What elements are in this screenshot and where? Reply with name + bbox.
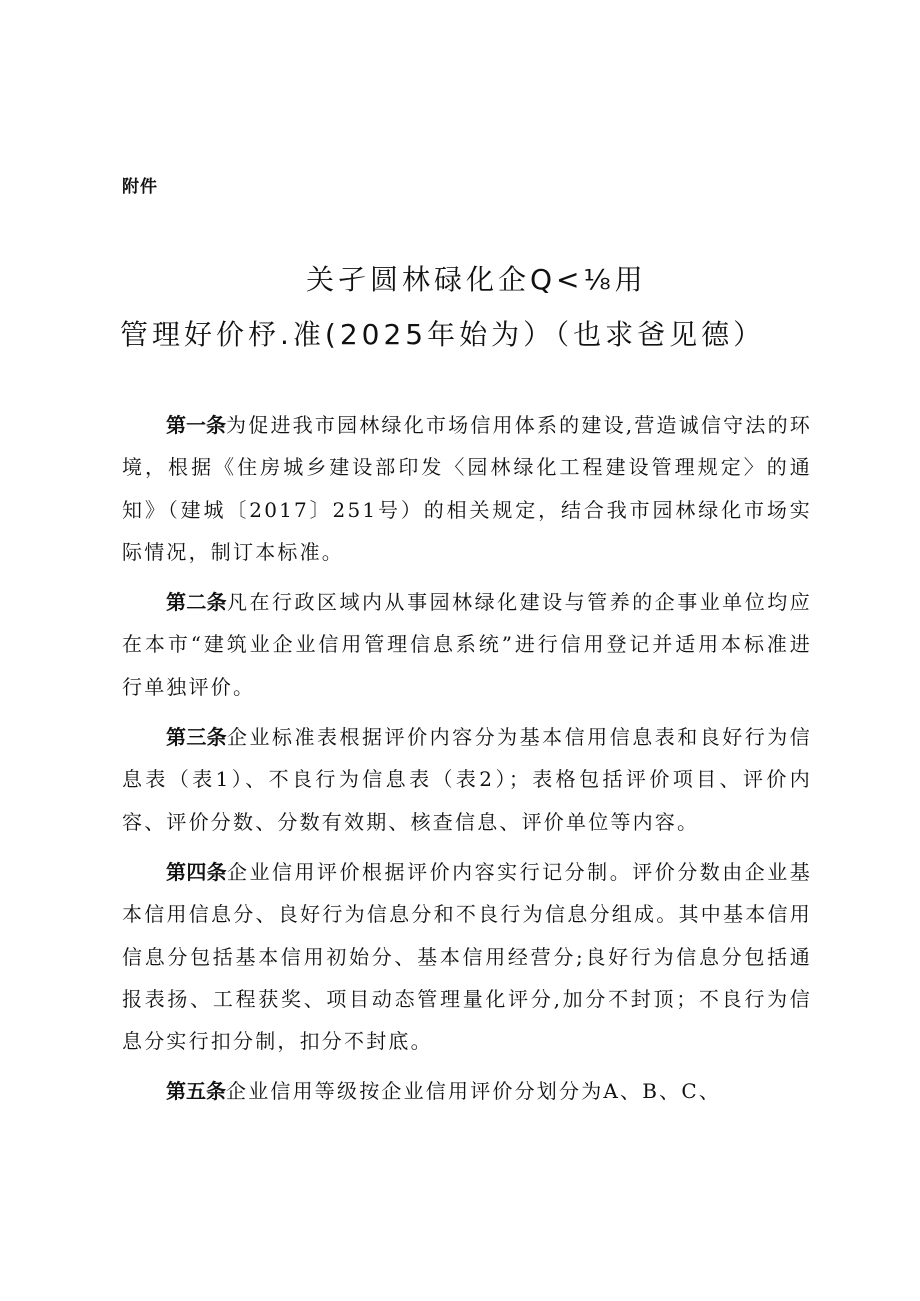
- document-title-line-1: 关孑圆林碌化企Q<⅛用: [306, 263, 647, 296]
- article-5-text: 企业信用等级按企业信用评价分划分为A、B、C、: [226, 1079, 722, 1104]
- article-1-text: 为促进我市园林绿化市场信用体系的建设,营造诚信守法的环境，根据《住房城乡建设部印发〈园林绿化工程建设管理规定〉的通知》（建城〔2017〕251号）的相关规定，结合我市园林绿化市场实际情况，制订本标准。: [122, 413, 812, 564]
- article-3-text: 企业标准表根据评价内容分为基本信用信息表和良好行为信息表（表1）、不良行为信息表（表2）；表格包括评价项目、评价内容、评价分数、分数有效期、核查信息、评价单位等内容。: [122, 725, 813, 834]
- article-3-label: 第三条: [166, 725, 227, 750]
- article-4-text: 企业信用评价根据评价内容实行记分制。评价分数由企业基本信用信息分、良好行为信息分和不良行为信息分组成。其中基本信用信息分包括基本信用初始分、基本信用经营分;良好行为信息分包括通报表扬、工程获奖、项目动态管理量化评分,加分不封顶；不良行为信息分实行扣分制，扣分不封底。: [122, 859, 813, 1054]
- article-3: [122, 716, 812, 843]
- article-1: [122, 404, 812, 573]
- article-5: [122, 1070, 812, 1112]
- article-1-label: 第一条: [166, 413, 227, 437]
- article-2: [122, 581, 812, 708]
- article-5-label: 第五条: [166, 1079, 226, 1104]
- article-4-label: 第四条: [166, 859, 227, 884]
- document-title-line-2: 管理好价杼.准(2025年始为）（也求爸见德）: [120, 318, 766, 351]
- document-body: [122, 404, 812, 1121]
- article-4: [122, 851, 812, 1062]
- article-2-text: 凡在行政区域内从事园林绿化建设与管养的企事业单位均应在本市“建筑业企业信用管理信息系统”进行信用登记并适用本标准进行单独评价。: [122, 590, 813, 699]
- article-2-label: 第二条: [166, 590, 227, 615]
- attachment-label: 附件: [122, 177, 158, 197]
